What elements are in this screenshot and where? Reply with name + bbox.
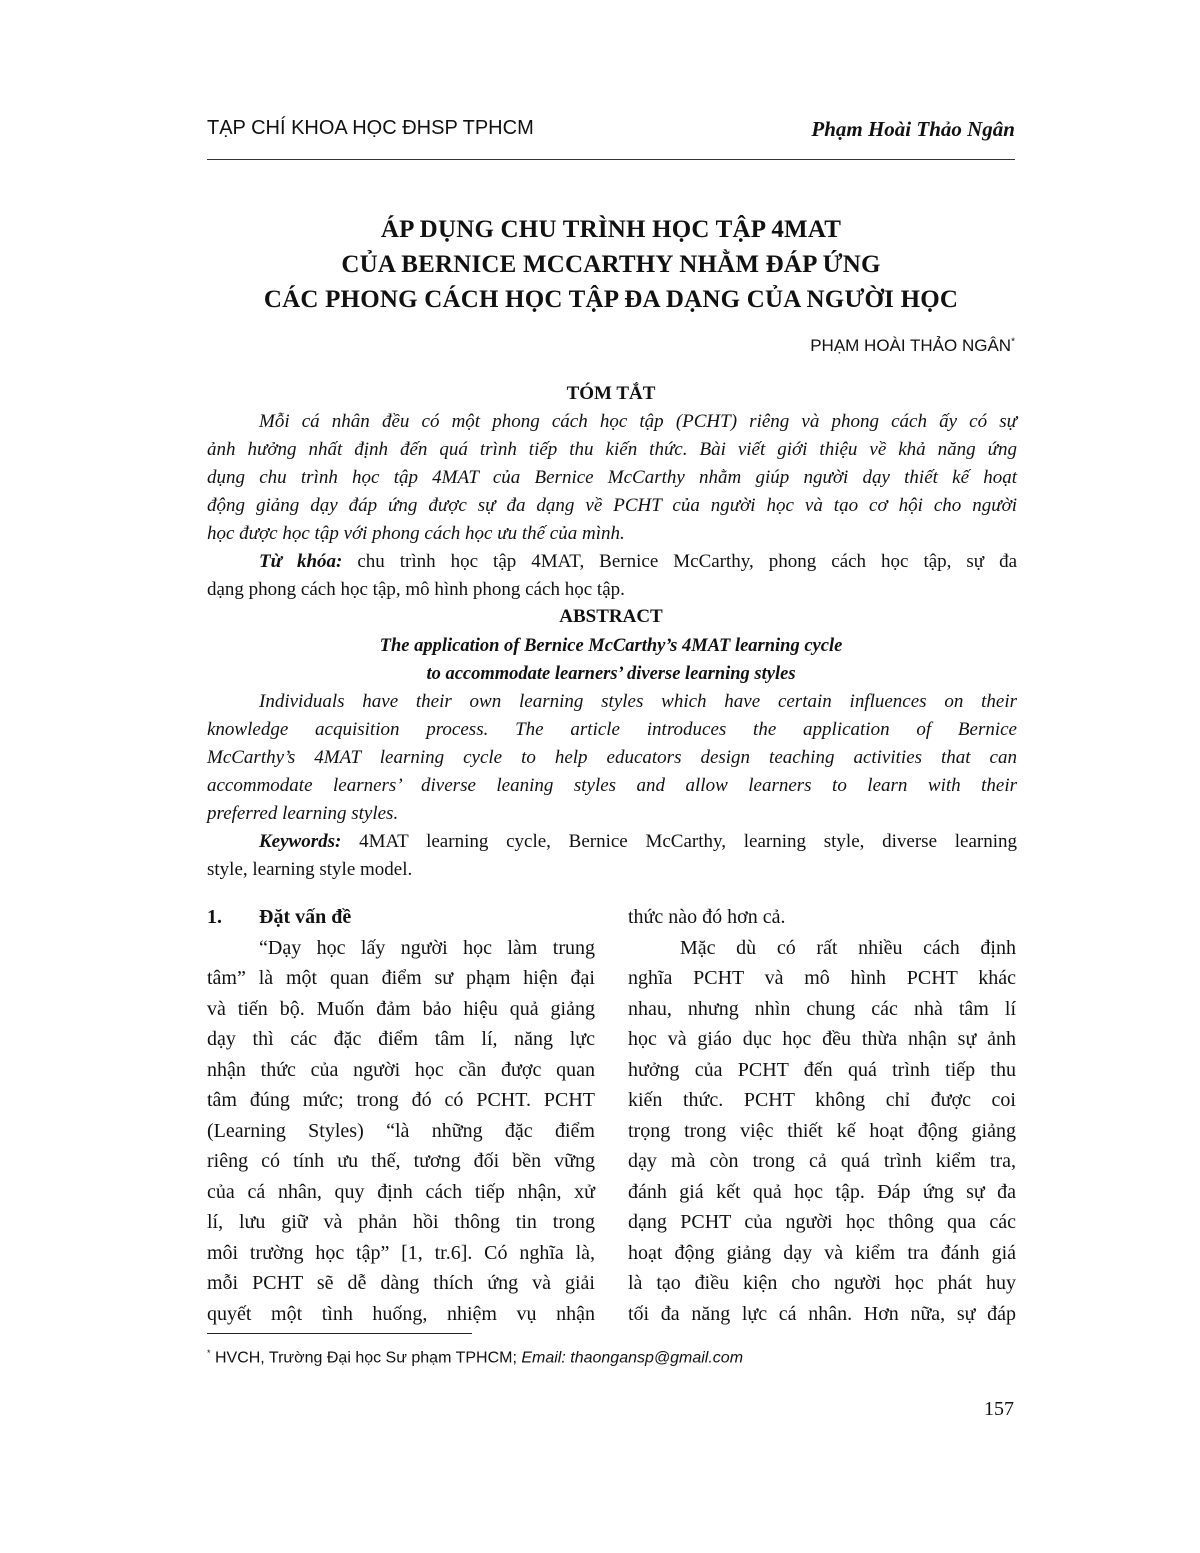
summary-text xyxy=(207,408,1017,548)
body-line: nghĩa PCHT và mô hình PCHT khác xyxy=(628,967,1016,989)
body-line: hưởng của PCHT đến quá trình tiếp thu xyxy=(628,1058,1016,1081)
body-line: quyết một tình huống, nhiệm vụ nhận xyxy=(207,1302,595,1325)
body-line: dạng PCHT của người học thông qua các xyxy=(628,1211,1016,1233)
body-line: tối đa năng lực cá nhân. Hơn nữa, sự đáp xyxy=(628,1302,1016,1325)
keywords-en-line2: style, learning style model. xyxy=(207,859,413,880)
abstract-keywords xyxy=(207,828,1017,884)
keywords-en-line1: 4MAT learning cycle, Bernice McCarthy, learning style, diverse learning xyxy=(359,831,1017,852)
body-line: (Learning Styles) “là những đặc điểm xyxy=(207,1119,595,1142)
keywords-label-vi: Từ khóa: xyxy=(259,551,343,572)
page-number: 157 xyxy=(984,1398,1014,1420)
section-title: Đặt vấn đề xyxy=(259,906,352,928)
author-name: PHẠM HOÀI THẢO NGÂN xyxy=(810,336,1012,355)
footnote-text: HVCH, Trường Đại học Sư phạm TPHCM; xyxy=(214,1349,517,1367)
body-column-left xyxy=(207,902,595,1329)
body-line: tâm đúng mức; trong đó có PCHT. PCHT xyxy=(207,1089,595,1111)
body-line: thức nào đó hơn cả. xyxy=(628,906,786,928)
summary-line: Mỗi cá nhân đều có một phong cách học tập (PCHT) riêng và phong cách ấy có sự xyxy=(259,411,1017,432)
body-column-right xyxy=(628,902,1016,1329)
abstract-line: knowledge acquisition process. The article introduces the application of Bernice xyxy=(207,719,1017,740)
keywords-vi-line2: dạng phong cách học tập, mô hình phong cách học tập. xyxy=(207,579,625,600)
header-author: Phạm Hoài Thảo Ngân xyxy=(811,117,1015,141)
abstract-heading: ABSTRACT xyxy=(559,606,663,627)
summary-line: ảnh hưởng nhất định đến quá trình tiếp thu kiến thức. Bài viết giới thiệu về khả năng ứng xyxy=(207,439,1017,460)
summary-line: dụng chu trình học tập 4MAT của Bernice McCarthy nhằm giúp người dạy thiết kế hoạt xyxy=(207,467,1017,488)
body-line: hoạt động giảng dạy và kiểm tra đánh giá xyxy=(628,1241,1016,1264)
body-line: trọng trong việc thiết kế hoạt động giảng xyxy=(628,1119,1016,1142)
abstract-title xyxy=(207,632,1015,688)
author-footnote-mark: * xyxy=(1011,336,1015,348)
abstract-title-line-1: The application of Bernice McCarthy’s 4MAT learning cycle xyxy=(379,636,843,656)
abstract-line: preferred learning styles. xyxy=(207,803,399,824)
abstract-title-line-2: to accommodate learners’ diverse learning styles xyxy=(426,664,796,684)
body-line: “Dạy học lấy người học làm trung xyxy=(259,936,595,959)
section-heading xyxy=(207,902,595,933)
author-byline xyxy=(810,336,1015,356)
body-line: nhau, nhưng nhìn chung các nhà tâm lí xyxy=(628,997,1016,1020)
article-title xyxy=(207,212,1015,317)
footnote-mark: * xyxy=(207,1348,211,1358)
body-line: nhận thức của người học cần được quan xyxy=(207,1058,595,1081)
footnote-email-label: Email: xyxy=(521,1349,566,1367)
body-line: mỗi PCHT sẽ dễ dàng thích ứng và giải xyxy=(207,1272,595,1294)
abstract-line: Individuals have their own learning styles which have certain influences on their xyxy=(259,691,1017,712)
title-line-1: ÁP DỤNG CHU TRÌNH HỌC TẬP 4MAT xyxy=(380,216,842,243)
summary-line: động giảng dạy đáp ứng được sự đa dạng về PCHT của người học và tạo cơ hội cho người xyxy=(207,495,1017,516)
section-number: 1. xyxy=(207,906,222,928)
footnote-email[interactable]: thaongansp@gmail.com xyxy=(570,1349,744,1367)
body-line: dạy mà còn trong cả quá trình kiểm tra, xyxy=(628,1150,1016,1172)
abstract-text xyxy=(207,688,1017,828)
keywords-label-en: Keywords: xyxy=(259,831,342,852)
journal-name: TẠP CHÍ KHOA HỌC ĐHSP TPHCM xyxy=(207,117,534,139)
body-line: và tiến bộ. Muốn đảm bảo hiệu quả giảng xyxy=(207,997,595,1020)
summary-line: học được học tập với phong cách học ưu thế của mình. xyxy=(207,523,625,544)
body-line: là tạo điều kiện cho người học phát huy xyxy=(628,1272,1016,1294)
body-line: môi trường học tập” [1, tr.6]. Có nghĩa là, xyxy=(207,1241,595,1264)
body-line: Mặc dù có rất nhiều cách định xyxy=(680,936,1016,959)
abstract-line: McCarthy’s 4MAT learning cycle to help educators design teaching activities that can xyxy=(207,747,1017,768)
body-line: học và giáo dục học đều thừa nhận sự ảnh xyxy=(628,1028,1016,1050)
body-line: lí, lưu giữ và phản hồi thông tin trong xyxy=(207,1211,595,1233)
summary-heading: TÓM TẮT xyxy=(566,383,656,404)
body-line: dạy thì các đặc điểm tâm lí, năng lực xyxy=(207,1028,595,1050)
abstract-line: accommodate learners’ diverse leaning styles and allow learners to learn with their xyxy=(207,775,1017,796)
footnote-rule xyxy=(207,1333,472,1334)
title-line-3: CÁC PHONG CÁCH HỌC TẬP ĐA DẠNG CỦA NGƯỜI HỌC xyxy=(263,286,959,313)
body-line: đánh giá kết quả học tập. Đáp ứng sự đa xyxy=(628,1180,1016,1203)
footnote xyxy=(207,1348,743,1367)
keywords-vi-line1: chu trình học tập 4MAT, Bernice McCarthy, phong cách học tập, sự đa xyxy=(357,551,1018,572)
running-header xyxy=(207,117,1015,147)
header-rule xyxy=(207,159,1015,160)
body-line: riêng có tính ưu thế, tương đối bền vững xyxy=(207,1150,595,1172)
body-line: của cá nhân, quy định cách tiếp nhận, xử xyxy=(207,1180,595,1203)
title-line-2: CỦA BERNICE MCCARTHY NHẰM ĐÁP ỨNG xyxy=(341,251,881,278)
body-line: tâm” là một quan điểm sư phạm hiện đại xyxy=(207,967,595,989)
summary-keywords xyxy=(207,548,1017,604)
body-line: kiến thức. PCHT không chỉ được coi xyxy=(628,1089,1016,1111)
